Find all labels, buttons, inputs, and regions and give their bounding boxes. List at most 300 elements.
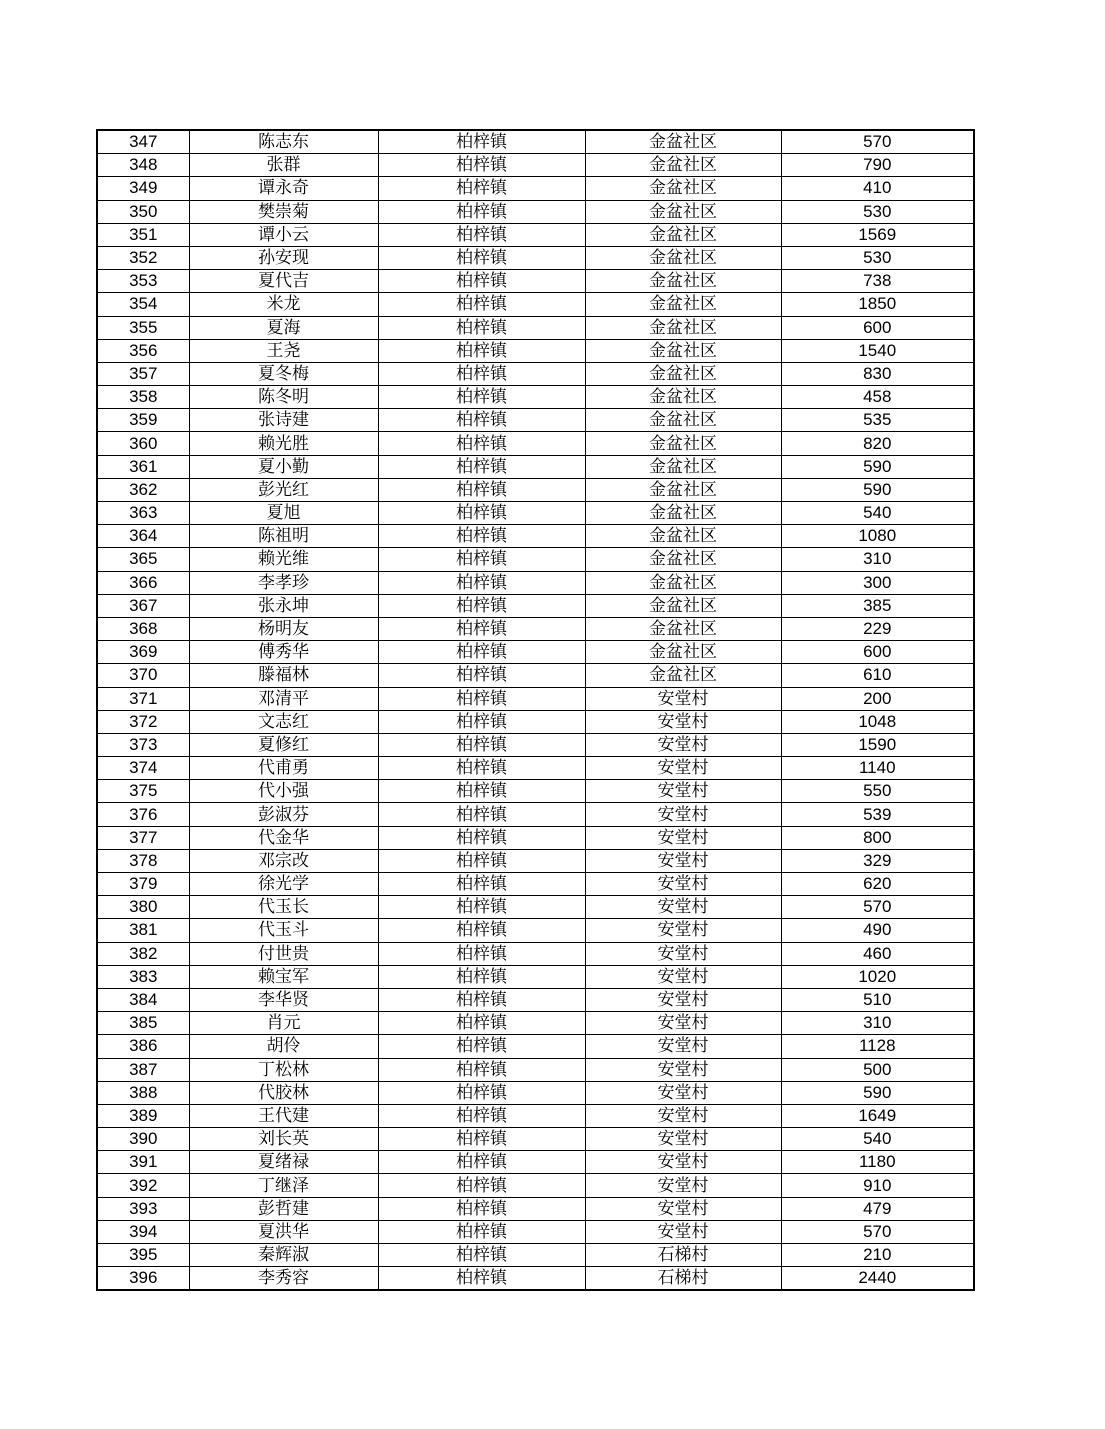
village-cell: 安堂村 <box>585 873 781 896</box>
table-row <box>97 1058 974 1081</box>
town-cell: 柏梓镇 <box>378 873 585 896</box>
village-cell: 安堂村 <box>585 803 781 826</box>
town-cell: 柏梓镇 <box>378 1267 585 1291</box>
amount-cell: 210 <box>781 1244 974 1267</box>
row-number-cell: 362 <box>97 478 189 501</box>
village-cell: 安堂村 <box>585 942 781 965</box>
town-cell: 柏梓镇 <box>378 849 585 872</box>
name-cell: 邓清平 <box>189 687 378 710</box>
village-cell: 安堂村 <box>585 1151 781 1174</box>
table-row <box>97 594 974 617</box>
row-number-cell: 365 <box>97 548 189 571</box>
village-cell: 安堂村 <box>585 988 781 1011</box>
row-number-cell: 364 <box>97 525 189 548</box>
table-row <box>97 1151 974 1174</box>
table-row <box>97 896 974 919</box>
amount-cell: 385 <box>781 594 974 617</box>
table-row <box>97 873 974 896</box>
village-cell: 安堂村 <box>585 1012 781 1035</box>
amount-cell: 600 <box>781 316 974 339</box>
row-number-cell: 379 <box>97 873 189 896</box>
row-number-cell: 382 <box>97 942 189 965</box>
amount-cell: 310 <box>781 1012 974 1035</box>
name-cell: 陈冬明 <box>189 386 378 409</box>
town-cell: 柏梓镇 <box>378 571 585 594</box>
row-number-cell: 347 <box>97 130 189 154</box>
town-cell: 柏梓镇 <box>378 409 585 432</box>
table-row <box>97 362 974 385</box>
amount-cell: 1128 <box>781 1035 974 1058</box>
town-cell: 柏梓镇 <box>378 1128 585 1151</box>
table-row <box>97 270 974 293</box>
name-cell: 夏小勤 <box>189 455 378 478</box>
row-number-cell: 377 <box>97 826 189 849</box>
village-cell: 金盆社区 <box>585 641 781 664</box>
name-cell: 夏修红 <box>189 733 378 756</box>
town-cell: 柏梓镇 <box>378 919 585 942</box>
name-cell: 傅秀华 <box>189 641 378 664</box>
row-number-cell: 370 <box>97 664 189 687</box>
amount-cell: 530 <box>781 200 974 223</box>
village-cell: 金盆社区 <box>585 502 781 525</box>
amount-cell: 590 <box>781 1081 974 1104</box>
table-row <box>97 502 974 525</box>
row-number-cell: 374 <box>97 757 189 780</box>
name-cell: 张群 <box>189 154 378 177</box>
name-cell: 谭永奇 <box>189 177 378 200</box>
village-cell: 石梯村 <box>585 1244 781 1267</box>
amount-cell: 1540 <box>781 339 974 362</box>
row-number-cell: 361 <box>97 455 189 478</box>
village-cell: 金盆社区 <box>585 223 781 246</box>
amount-cell: 1649 <box>781 1104 974 1127</box>
row-number-cell: 378 <box>97 849 189 872</box>
row-number-cell: 363 <box>97 502 189 525</box>
amount-cell: 1180 <box>781 1151 974 1174</box>
town-cell: 柏梓镇 <box>378 803 585 826</box>
town-cell: 柏梓镇 <box>378 1012 585 1035</box>
town-cell: 柏梓镇 <box>378 154 585 177</box>
row-number-cell: 348 <box>97 154 189 177</box>
town-cell: 柏梓镇 <box>378 641 585 664</box>
name-cell: 胡伶 <box>189 1035 378 1058</box>
amount-cell: 500 <box>781 1058 974 1081</box>
town-cell: 柏梓镇 <box>378 710 585 733</box>
amount-cell: 570 <box>781 896 974 919</box>
row-number-cell: 353 <box>97 270 189 293</box>
name-cell: 代金华 <box>189 826 378 849</box>
name-cell: 夏海 <box>189 316 378 339</box>
amount-cell: 1590 <box>781 733 974 756</box>
amount-cell: 539 <box>781 803 974 826</box>
row-number-cell: 380 <box>97 896 189 919</box>
amount-cell: 820 <box>781 432 974 455</box>
name-cell: 付世贵 <box>189 942 378 965</box>
row-number-cell: 384 <box>97 988 189 1011</box>
town-cell: 柏梓镇 <box>378 1081 585 1104</box>
table-row <box>97 154 974 177</box>
table-row <box>97 687 974 710</box>
table-row <box>97 826 974 849</box>
name-cell: 杨明友 <box>189 617 378 640</box>
row-number-cell: 357 <box>97 362 189 385</box>
name-cell: 张永坤 <box>189 594 378 617</box>
table-row <box>97 1104 974 1127</box>
name-cell: 赖光胜 <box>189 432 378 455</box>
name-cell: 李孝珍 <box>189 571 378 594</box>
name-cell: 赖光维 <box>189 548 378 571</box>
town-cell: 柏梓镇 <box>378 223 585 246</box>
town-cell: 柏梓镇 <box>378 988 585 1011</box>
table-row <box>97 455 974 478</box>
village-cell: 金盆社区 <box>585 571 781 594</box>
village-cell: 金盆社区 <box>585 270 781 293</box>
amount-cell: 910 <box>781 1174 974 1197</box>
village-cell: 金盆社区 <box>585 362 781 385</box>
amount-cell: 540 <box>781 502 974 525</box>
row-number-cell: 375 <box>97 780 189 803</box>
amount-cell: 540 <box>781 1128 974 1151</box>
village-cell: 石梯村 <box>585 1267 781 1291</box>
amount-cell: 570 <box>781 1220 974 1243</box>
row-number-cell: 352 <box>97 246 189 269</box>
village-cell: 金盆社区 <box>585 316 781 339</box>
town-cell: 柏梓镇 <box>378 386 585 409</box>
village-cell: 安堂村 <box>585 1035 781 1058</box>
row-number-cell: 388 <box>97 1081 189 1104</box>
table-row <box>97 293 974 316</box>
town-cell: 柏梓镇 <box>378 246 585 269</box>
row-number-cell: 368 <box>97 617 189 640</box>
table-row <box>97 803 974 826</box>
amount-cell: 800 <box>781 826 974 849</box>
name-cell: 谭小云 <box>189 223 378 246</box>
amount-cell: 410 <box>781 177 974 200</box>
town-cell: 柏梓镇 <box>378 525 585 548</box>
village-cell: 安堂村 <box>585 919 781 942</box>
row-number-cell: 373 <box>97 733 189 756</box>
village-cell: 安堂村 <box>585 896 781 919</box>
village-cell: 安堂村 <box>585 965 781 988</box>
name-cell: 代玉斗 <box>189 919 378 942</box>
town-cell: 柏梓镇 <box>378 1035 585 1058</box>
amount-cell: 1080 <box>781 525 974 548</box>
table-row <box>97 571 974 594</box>
town-cell: 柏梓镇 <box>378 1058 585 1081</box>
village-cell: 金盆社区 <box>585 177 781 200</box>
name-cell: 樊崇菊 <box>189 200 378 223</box>
table-row <box>97 1035 974 1058</box>
name-cell: 米龙 <box>189 293 378 316</box>
amount-cell: 460 <box>781 942 974 965</box>
row-number-cell: 360 <box>97 432 189 455</box>
table-row <box>97 525 974 548</box>
row-number-cell: 387 <box>97 1058 189 1081</box>
row-number-cell: 350 <box>97 200 189 223</box>
name-cell: 秦辉淑 <box>189 1244 378 1267</box>
amount-cell: 590 <box>781 478 974 501</box>
table-row <box>97 919 974 942</box>
name-cell: 彭光红 <box>189 478 378 501</box>
row-number-cell: 385 <box>97 1012 189 1035</box>
town-cell: 柏梓镇 <box>378 1220 585 1243</box>
town-cell: 柏梓镇 <box>378 316 585 339</box>
amount-cell: 2440 <box>781 1267 974 1291</box>
village-cell: 安堂村 <box>585 1081 781 1104</box>
name-cell: 夏冬梅 <box>189 362 378 385</box>
table-body <box>97 130 974 1290</box>
row-number-cell: 371 <box>97 687 189 710</box>
town-cell: 柏梓镇 <box>378 200 585 223</box>
row-number-cell: 393 <box>97 1197 189 1220</box>
table-row <box>97 942 974 965</box>
town-cell: 柏梓镇 <box>378 594 585 617</box>
amount-cell: 535 <box>781 409 974 432</box>
amount-cell: 300 <box>781 571 974 594</box>
town-cell: 柏梓镇 <box>378 826 585 849</box>
town-cell: 柏梓镇 <box>378 270 585 293</box>
table-row <box>97 641 974 664</box>
amount-cell: 490 <box>781 919 974 942</box>
amount-cell: 590 <box>781 455 974 478</box>
row-number-cell: 390 <box>97 1128 189 1151</box>
table-row <box>97 223 974 246</box>
name-cell: 夏旭 <box>189 502 378 525</box>
name-cell: 代玉长 <box>189 896 378 919</box>
table-row <box>97 733 974 756</box>
town-cell: 柏梓镇 <box>378 1244 585 1267</box>
name-cell: 彭淑芬 <box>189 803 378 826</box>
name-cell: 彭哲建 <box>189 1197 378 1220</box>
table-row <box>97 386 974 409</box>
table-row <box>97 548 974 571</box>
name-cell: 刘长英 <box>189 1128 378 1151</box>
village-cell: 金盆社区 <box>585 548 781 571</box>
village-cell: 安堂村 <box>585 687 781 710</box>
village-cell: 金盆社区 <box>585 246 781 269</box>
row-number-cell: 392 <box>97 1174 189 1197</box>
amount-cell: 200 <box>781 687 974 710</box>
table-row <box>97 780 974 803</box>
village-cell: 安堂村 <box>585 710 781 733</box>
row-number-cell: 366 <box>97 571 189 594</box>
name-cell: 李华贤 <box>189 988 378 1011</box>
town-cell: 柏梓镇 <box>378 687 585 710</box>
row-number-cell: 367 <box>97 594 189 617</box>
table-row <box>97 432 974 455</box>
name-cell: 王尧 <box>189 339 378 362</box>
table-row <box>97 710 974 733</box>
amount-cell: 530 <box>781 246 974 269</box>
name-cell: 丁松林 <box>189 1058 378 1081</box>
village-cell: 安堂村 <box>585 780 781 803</box>
row-number-cell: 376 <box>97 803 189 826</box>
amount-cell: 1020 <box>781 965 974 988</box>
town-cell: 柏梓镇 <box>378 177 585 200</box>
row-number-cell: 396 <box>97 1267 189 1291</box>
village-cell: 金盆社区 <box>585 130 781 154</box>
name-cell: 李秀容 <box>189 1267 378 1291</box>
name-cell: 邓宗改 <box>189 849 378 872</box>
row-number-cell: 349 <box>97 177 189 200</box>
amount-cell: 830 <box>781 362 974 385</box>
name-cell: 夏洪华 <box>189 1220 378 1243</box>
town-cell: 柏梓镇 <box>378 455 585 478</box>
amount-cell: 550 <box>781 780 974 803</box>
row-number-cell: 369 <box>97 641 189 664</box>
name-cell: 夏绪禄 <box>189 1151 378 1174</box>
name-cell: 肖元 <box>189 1012 378 1035</box>
table-row <box>97 246 974 269</box>
table-row <box>97 409 974 432</box>
village-cell: 金盆社区 <box>585 409 781 432</box>
village-cell: 安堂村 <box>585 1058 781 1081</box>
town-cell: 柏梓镇 <box>378 339 585 362</box>
name-cell: 代甫勇 <box>189 757 378 780</box>
amount-cell: 1048 <box>781 710 974 733</box>
village-cell: 金盆社区 <box>585 432 781 455</box>
village-cell: 安堂村 <box>585 733 781 756</box>
village-cell: 金盆社区 <box>585 594 781 617</box>
table-row <box>97 757 974 780</box>
town-cell: 柏梓镇 <box>378 130 585 154</box>
amount-cell: 458 <box>781 386 974 409</box>
table-row <box>97 988 974 1011</box>
village-cell: 金盆社区 <box>585 617 781 640</box>
amount-cell: 229 <box>781 617 974 640</box>
village-cell: 金盆社区 <box>585 478 781 501</box>
name-cell: 夏代吉 <box>189 270 378 293</box>
village-cell: 安堂村 <box>585 757 781 780</box>
table-row <box>97 1128 974 1151</box>
village-cell: 金盆社区 <box>585 200 781 223</box>
village-cell: 金盆社区 <box>585 664 781 687</box>
village-cell: 安堂村 <box>585 1197 781 1220</box>
town-cell: 柏梓镇 <box>378 502 585 525</box>
data-table <box>96 129 975 1291</box>
table-row <box>97 130 974 154</box>
amount-cell: 479 <box>781 1197 974 1220</box>
row-number-cell: 383 <box>97 965 189 988</box>
village-cell: 安堂村 <box>585 1220 781 1243</box>
name-cell: 孙安现 <box>189 246 378 269</box>
table-row <box>97 177 974 200</box>
town-cell: 柏梓镇 <box>378 942 585 965</box>
town-cell: 柏梓镇 <box>378 617 585 640</box>
amount-cell: 1140 <box>781 757 974 780</box>
village-cell: 金盆社区 <box>585 339 781 362</box>
village-cell: 金盆社区 <box>585 525 781 548</box>
row-number-cell: 394 <box>97 1220 189 1243</box>
town-cell: 柏梓镇 <box>378 965 585 988</box>
amount-cell: 620 <box>781 873 974 896</box>
name-cell: 张诗建 <box>189 409 378 432</box>
amount-cell: 600 <box>781 641 974 664</box>
town-cell: 柏梓镇 <box>378 896 585 919</box>
name-cell: 陈祖明 <box>189 525 378 548</box>
table-row <box>97 965 974 988</box>
table-row <box>97 1220 974 1243</box>
row-number-cell: 386 <box>97 1035 189 1058</box>
row-number-cell: 372 <box>97 710 189 733</box>
row-number-cell: 391 <box>97 1151 189 1174</box>
table-row <box>97 478 974 501</box>
table-row <box>97 1267 974 1291</box>
town-cell: 柏梓镇 <box>378 780 585 803</box>
town-cell: 柏梓镇 <box>378 1104 585 1127</box>
name-cell: 代胶林 <box>189 1081 378 1104</box>
town-cell: 柏梓镇 <box>378 432 585 455</box>
amount-cell: 310 <box>781 548 974 571</box>
table-row <box>97 617 974 640</box>
name-cell: 陈志东 <box>189 130 378 154</box>
amount-cell: 610 <box>781 664 974 687</box>
row-number-cell: 356 <box>97 339 189 362</box>
name-cell: 文志红 <box>189 710 378 733</box>
table-row <box>97 200 974 223</box>
town-cell: 柏梓镇 <box>378 1197 585 1220</box>
row-number-cell: 389 <box>97 1104 189 1127</box>
town-cell: 柏梓镇 <box>378 757 585 780</box>
table-row <box>97 316 974 339</box>
table-row <box>97 849 974 872</box>
town-cell: 柏梓镇 <box>378 1174 585 1197</box>
town-cell: 柏梓镇 <box>378 548 585 571</box>
amount-cell: 790 <box>781 154 974 177</box>
amount-cell: 510 <box>781 988 974 1011</box>
village-cell: 安堂村 <box>585 1128 781 1151</box>
town-cell: 柏梓镇 <box>378 664 585 687</box>
name-cell: 王代建 <box>189 1104 378 1127</box>
village-cell: 金盆社区 <box>585 154 781 177</box>
table-row <box>97 1244 974 1267</box>
village-cell: 安堂村 <box>585 1174 781 1197</box>
amount-cell: 738 <box>781 270 974 293</box>
name-cell: 赖宝军 <box>189 965 378 988</box>
town-cell: 柏梓镇 <box>378 478 585 501</box>
row-number-cell: 351 <box>97 223 189 246</box>
table-row <box>97 1174 974 1197</box>
row-number-cell: 358 <box>97 386 189 409</box>
name-cell: 代小强 <box>189 780 378 803</box>
row-number-cell: 381 <box>97 919 189 942</box>
table-row <box>97 1197 974 1220</box>
town-cell: 柏梓镇 <box>378 1151 585 1174</box>
table-row <box>97 1081 974 1104</box>
amount-cell: 1569 <box>781 223 974 246</box>
amount-cell: 1850 <box>781 293 974 316</box>
village-cell: 金盆社区 <box>585 455 781 478</box>
village-cell: 金盆社区 <box>585 386 781 409</box>
village-cell: 金盆社区 <box>585 293 781 316</box>
village-cell: 安堂村 <box>585 849 781 872</box>
amount-cell: 570 <box>781 130 974 154</box>
row-number-cell: 354 <box>97 293 189 316</box>
name-cell: 徐光学 <box>189 873 378 896</box>
table-row <box>97 339 974 362</box>
name-cell: 滕福林 <box>189 664 378 687</box>
town-cell: 柏梓镇 <box>378 362 585 385</box>
row-number-cell: 359 <box>97 409 189 432</box>
village-cell: 安堂村 <box>585 826 781 849</box>
town-cell: 柏梓镇 <box>378 733 585 756</box>
town-cell: 柏梓镇 <box>378 293 585 316</box>
row-number-cell: 395 <box>97 1244 189 1267</box>
table-row <box>97 664 974 687</box>
village-cell: 安堂村 <box>585 1104 781 1127</box>
name-cell: 丁继泽 <box>189 1174 378 1197</box>
table-row <box>97 1012 974 1035</box>
